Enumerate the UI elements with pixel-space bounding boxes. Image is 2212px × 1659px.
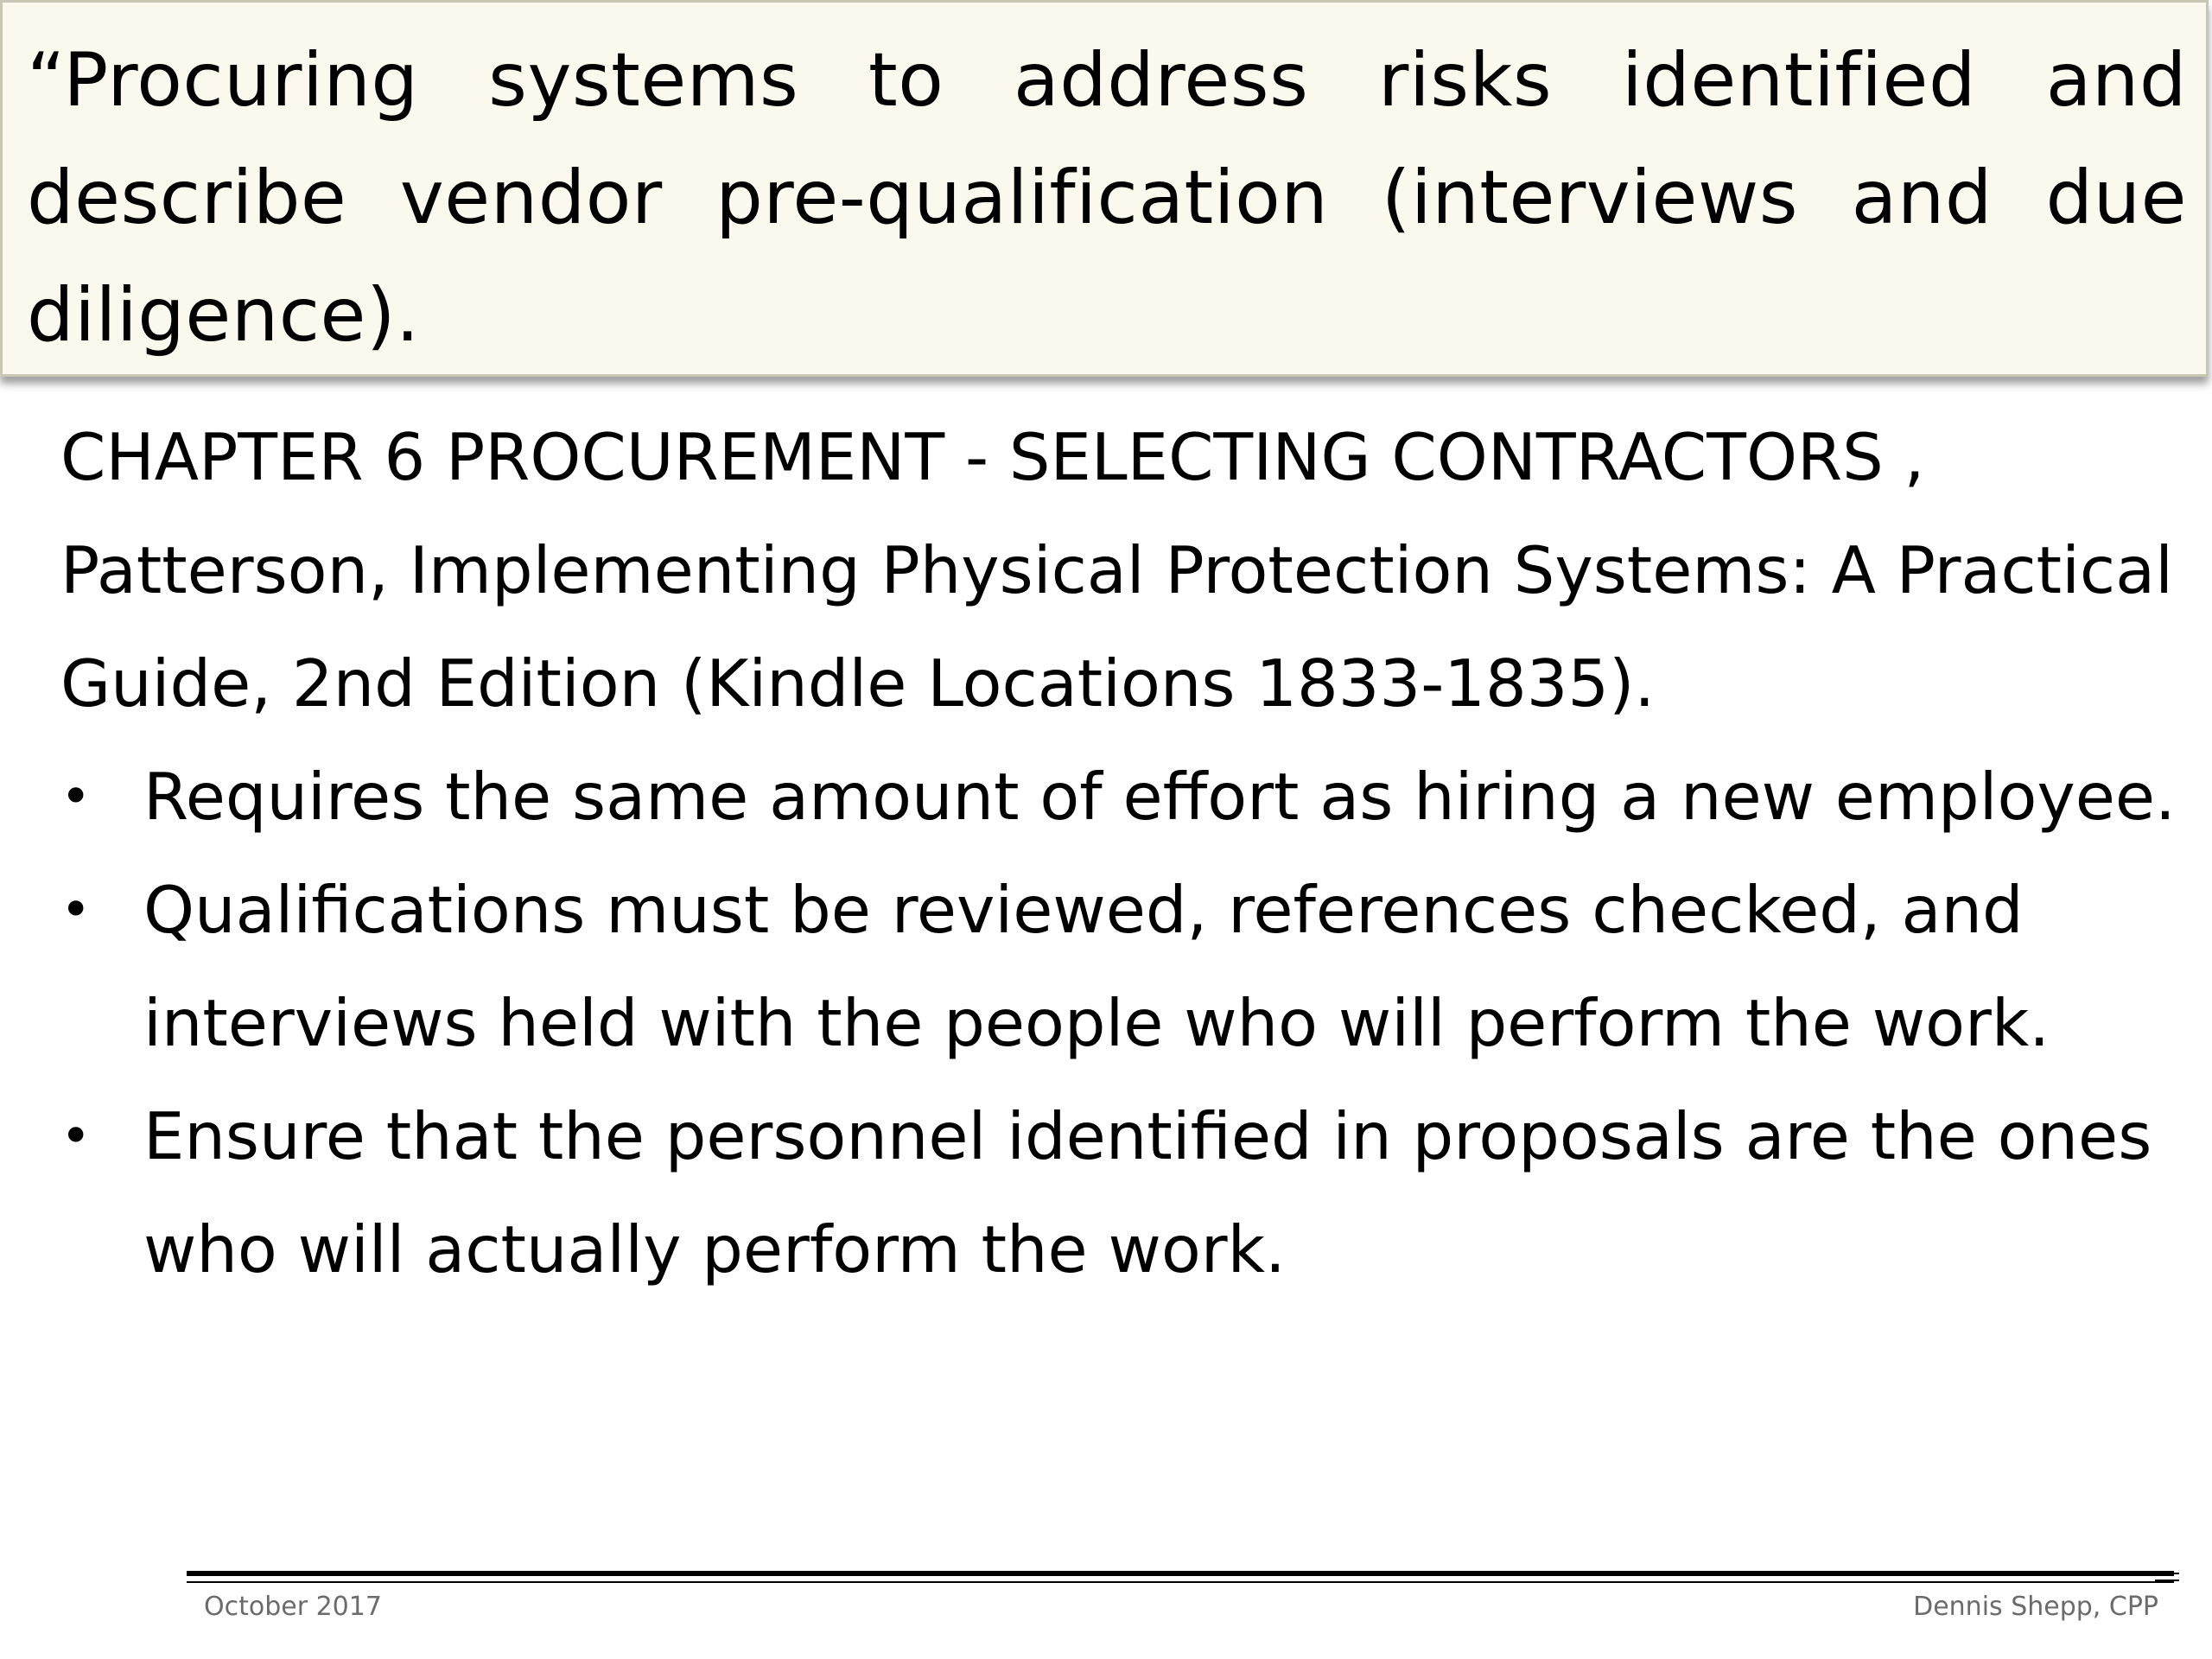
bullet-text: Qualifications must be reviewed, references checked, and interviews held with the people who will perform the work. [143,872,2050,1061]
bullet-item [60,854,2186,1080]
footer-date: October 2017 [204,1592,382,1622]
footer-divider-thin [187,1581,2174,1583]
bullet-marker: • [60,1106,92,1166]
quote-box [0,0,2209,377]
footer-divider-end [2155,1573,2179,1581]
slide-content [60,401,2186,1306]
bullet-item [60,741,2186,854]
bullet-item [60,1080,2186,1306]
footer-divider [187,1571,2174,1576]
bullet-text: Requires the same amount of effort as hiring a new employee. [143,759,2176,835]
quote-text: “Procuring systems to address risks identified and describe vendor pre-qualification (interviews and due diligence). [27,37,2187,359]
bullet-text: Ensure that the personnel identified in proposals are the ones who will actually perform the work. [143,1098,2152,1287]
source-citation: CHAPTER 6 PROCUREMENT - SELECTING CONTRACTORS , Patterson, Implementing Physical Protection Systems: A Practical Guide, 2nd Edition (Kindle Locations 1833-1835). [60,419,2173,721]
bullet-list [60,741,2186,1306]
bullet-marker: • [60,766,92,827]
bullet-marker: • [60,880,92,940]
footer-author: Dennis Shepp, CPP [1913,1592,2158,1622]
